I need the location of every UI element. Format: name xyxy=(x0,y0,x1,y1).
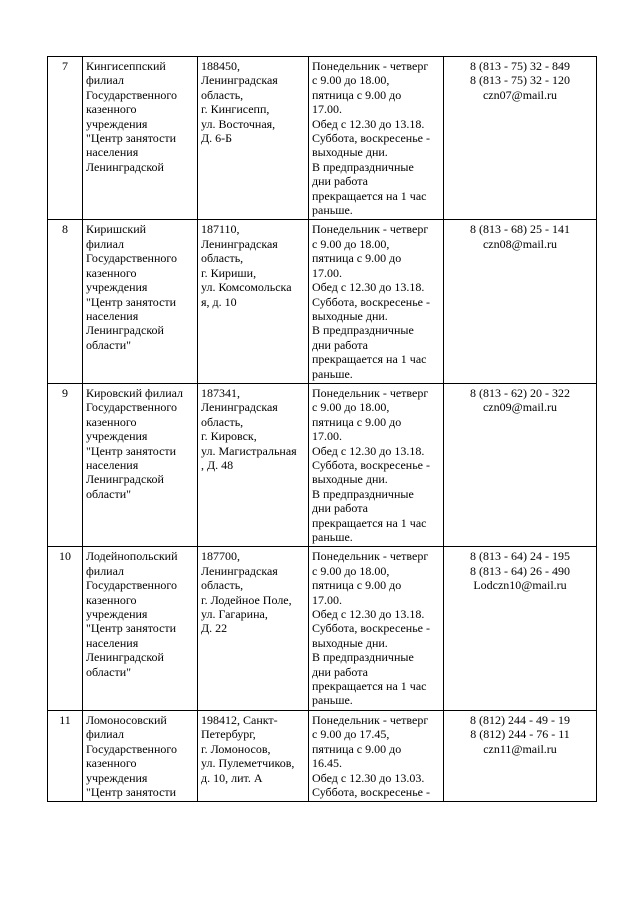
contacts-cell xyxy=(444,710,597,801)
branch-name-line: филиал xyxy=(86,563,125,578)
contacts-line[interactable]: czn08@mail.ru xyxy=(482,236,558,251)
row-number-cell: 10 xyxy=(48,547,83,710)
address-line: д. 10, лит. А xyxy=(201,770,263,785)
working-hours-line: Суббота, воскресенье - xyxy=(312,621,430,636)
branch-name-line: учреждения xyxy=(86,280,148,295)
working-hours-line: 17.00. xyxy=(312,592,342,607)
contacts-line[interactable]: czn07@mail.ru xyxy=(482,87,558,102)
working-hours-line: выходные дни. xyxy=(312,635,388,650)
branch-name-line: Государственного xyxy=(86,87,177,102)
branch-name-line: Кингисеппский xyxy=(86,59,166,73)
working-hours-cell xyxy=(309,710,444,801)
address-line: Ленинградская xyxy=(201,400,278,415)
row-number-cell: 9 xyxy=(48,383,83,546)
contacts-cell xyxy=(444,547,597,710)
address-line: Ленинградская xyxy=(201,563,278,578)
working-hours-line: В предпраздничные xyxy=(312,323,414,338)
working-hours-line: пятница с 9.00 до xyxy=(312,414,402,429)
address-line: 188450, xyxy=(201,59,240,73)
branch-name-line: филиал xyxy=(86,73,125,88)
contacts-line[interactable]: czn09@mail.ru xyxy=(482,400,558,415)
address-line: Петербург, xyxy=(201,727,256,742)
working-hours-cell xyxy=(309,383,444,546)
branch-name-line: учреждения xyxy=(86,116,148,131)
working-hours-line: раньше. xyxy=(312,693,353,708)
table-row xyxy=(48,383,597,546)
branch-name-line: "Центр занятости xyxy=(86,294,177,309)
address-line: ул. Комсомольска xyxy=(201,280,292,295)
working-hours-line: Суббота, воскресенье - xyxy=(312,131,430,146)
contacts-line: 8 (813 - 75) 32 - 849 xyxy=(470,59,570,73)
branch-name-line: Государственного xyxy=(86,741,177,756)
branch-name-cell xyxy=(83,547,198,710)
address-line: г. Кириши, xyxy=(201,265,257,280)
working-hours-line: Обед с 12.30 до 13.03. xyxy=(312,770,425,785)
working-hours-line: с 9.00 до 18.00, xyxy=(312,400,390,415)
address-line: Д. 22 xyxy=(201,621,228,636)
branch-name-cell xyxy=(83,57,198,220)
contacts-line: 8 (812) 244 - 49 - 19 xyxy=(470,712,570,727)
working-hours-line: пятница с 9.00 до xyxy=(312,578,402,593)
branch-name-line: казенного xyxy=(86,414,137,429)
working-hours-line: выходные дни. xyxy=(312,308,388,323)
address-line: область, xyxy=(201,87,244,102)
row-number-cell: 11 xyxy=(48,710,83,801)
contacts-line: 8 (812) 244 - 76 - 11 xyxy=(470,727,570,742)
contacts-line: 8 (813 - 64) 24 - 195 xyxy=(470,549,570,564)
working-hours-line: 17.00. xyxy=(312,429,342,444)
address-line: Д. 6-Б xyxy=(201,131,233,146)
address-line: область, xyxy=(201,578,244,593)
branch-name-line: Государственного xyxy=(86,400,177,415)
branch-name-cell xyxy=(83,710,198,801)
branch-name-cell xyxy=(83,383,198,546)
branch-name-line: филиал xyxy=(86,236,125,251)
contacts-cell xyxy=(444,383,597,546)
address-cell xyxy=(198,710,309,801)
address-line: г. Ломоносов, xyxy=(201,741,271,756)
contacts-cell xyxy=(444,220,597,383)
address-line: область, xyxy=(201,251,244,266)
branch-name-line: "Центр занятости xyxy=(86,443,177,458)
contacts-line: 8 (813 - 68) 25 - 141 xyxy=(470,222,570,237)
address-line: г. Кировск, xyxy=(201,429,257,444)
working-hours-line: Понедельник - четверг xyxy=(312,59,429,73)
branch-name-line: "Центр занятости xyxy=(86,131,177,146)
row-number-cell: 7 xyxy=(48,57,83,220)
table-row xyxy=(48,220,597,383)
address-cell xyxy=(198,220,309,383)
branch-name-line: казенного xyxy=(86,265,137,280)
working-hours-line: Суббота, воскресенье - xyxy=(312,457,430,472)
branch-name-line: "Центр занятости xyxy=(86,621,177,636)
working-hours-line: Понедельник - четверг xyxy=(312,549,429,564)
working-hours-line: с 9.00 до 17.45, xyxy=(312,727,390,742)
working-hours-line: пятница с 9.00 до xyxy=(312,251,402,266)
working-hours-line: В предпраздничные xyxy=(312,650,414,665)
address-line: г. Лодейное Поле, xyxy=(201,592,292,607)
contacts-line: 8 (813 - 75) 32 - 120 xyxy=(470,73,570,88)
branch-name-line: учреждения xyxy=(86,770,148,785)
working-hours-line: дни работа xyxy=(312,501,368,516)
address-line: г. Кингисепп, xyxy=(201,102,270,117)
table-row xyxy=(48,710,597,801)
working-hours-cell xyxy=(309,220,444,383)
working-hours-line: с 9.00 до 18.00, xyxy=(312,563,390,578)
branch-name-line: Государственного xyxy=(86,251,177,266)
working-hours-line: 16.45. xyxy=(312,756,342,771)
working-hours-line: дни работа xyxy=(312,664,368,679)
address-line: область, xyxy=(201,414,244,429)
branch-name-line: учреждения xyxy=(86,607,148,622)
branch-name-line: казенного xyxy=(86,592,137,607)
branch-name-line: Ленинградской xyxy=(86,472,164,487)
contacts-line: 8 (813 - 62) 20 - 322 xyxy=(470,385,570,400)
working-hours-line: Обед с 12.30 до 13.18. xyxy=(312,116,425,131)
branch-name-line: учреждения xyxy=(86,429,148,444)
working-hours-line: пятница с 9.00 до xyxy=(312,87,402,102)
address-line: Ленинградская xyxy=(201,73,278,88)
working-hours-line: Понедельник - четверг xyxy=(312,712,429,727)
branch-name-cell xyxy=(83,220,198,383)
address-line: ул. Гагарина, xyxy=(201,607,268,622)
address-line: ул. Пулеметчиков, xyxy=(201,756,295,771)
working-hours-line: дни работа xyxy=(312,337,368,352)
table-body xyxy=(48,57,597,802)
branch-name-line: Ленинградской xyxy=(86,323,164,338)
table-row xyxy=(48,57,597,220)
working-hours-line: раньше. xyxy=(312,203,353,218)
working-hours-cell xyxy=(309,547,444,710)
working-hours-cell xyxy=(309,57,444,220)
working-hours-line: 17.00. xyxy=(312,102,342,117)
address-line: ул. Восточная, xyxy=(201,116,276,131)
address-cell xyxy=(198,383,309,546)
address-line: 187700, xyxy=(201,549,240,564)
working-hours-line: 17.00. xyxy=(312,265,342,280)
table-row xyxy=(48,547,597,710)
branch-name-line: казенного xyxy=(86,756,137,771)
branch-name-line: Кировский филиал xyxy=(86,385,184,400)
branch-name-line: филиал xyxy=(86,727,125,742)
branch-name-line: населения xyxy=(86,308,139,323)
working-hours-line: Обед с 12.30 до 13.18. xyxy=(312,443,425,458)
branch-name-line: казенного xyxy=(86,102,137,117)
working-hours-line: В предпраздничные xyxy=(312,159,414,174)
working-hours-line: Обед с 12.30 до 13.18. xyxy=(312,607,425,622)
working-hours-line: дни работа xyxy=(312,174,368,189)
branch-name-line: "Центр занятости xyxy=(86,784,177,799)
branch-name-line: Ленинградской xyxy=(86,650,164,665)
working-hours-line: прекращается на 1 час xyxy=(312,679,427,694)
working-hours-line: прекращается на 1 час xyxy=(312,352,427,367)
working-hours-line: пятница с 9.00 до xyxy=(312,741,402,756)
working-hours-line: Суббота, воскресенье - xyxy=(312,784,430,799)
branch-name-line: области" xyxy=(86,664,132,679)
address-line: 187341, xyxy=(201,385,240,400)
branch-name-line: Киришский xyxy=(86,222,147,237)
branch-name-line: области" xyxy=(86,337,132,352)
contacts-cell xyxy=(444,57,597,220)
row-number-cell: 8 xyxy=(48,220,83,383)
address-cell xyxy=(198,547,309,710)
branch-name-line: области" xyxy=(86,486,132,501)
working-hours-line: с 9.00 до 18.00, xyxy=(312,236,390,251)
contacts-line[interactable]: czn11@mail.ru xyxy=(483,741,557,756)
working-hours-line: Понедельник - четверг xyxy=(312,385,429,400)
working-hours-line: прекращается на 1 час xyxy=(312,515,427,530)
branch-name-line: населения xyxy=(86,635,139,650)
working-hours-line: прекращается на 1 час xyxy=(312,188,427,203)
employment-centers-table xyxy=(47,56,597,802)
working-hours-line: раньше. xyxy=(312,530,353,544)
branch-name-line: Лодейнопольский xyxy=(86,549,178,564)
branch-name-line: населения xyxy=(86,145,139,160)
branch-name-line: Ломоносовский xyxy=(86,712,167,727)
address-line: , Д. 48 xyxy=(201,457,234,472)
branch-name-line: населения xyxy=(86,457,139,472)
working-hours-line: В предпраздничные xyxy=(312,486,414,501)
working-hours-line: Суббота, воскресенье - xyxy=(312,294,430,309)
address-line: 187110, xyxy=(201,222,240,237)
working-hours-line: выходные дни. xyxy=(312,145,388,160)
contacts-line: 8 (813 - 64) 26 - 490 xyxy=(470,563,570,578)
working-hours-line: выходные дни. xyxy=(312,472,388,487)
working-hours-line: с 9.00 до 18.00, xyxy=(312,73,390,88)
address-line: ул. Магистральная xyxy=(201,443,297,458)
address-cell xyxy=(198,57,309,220)
address-line: Ленинградская xyxy=(201,236,278,251)
address-line: 198412, Санкт- xyxy=(201,712,278,727)
contacts-line[interactable]: Lodczn10@mail.ru xyxy=(473,578,567,593)
working-hours-line: Понедельник - четверг xyxy=(312,222,429,237)
working-hours-line: раньше. xyxy=(312,366,353,381)
working-hours-line: Обед с 12.30 до 13.18. xyxy=(312,280,425,295)
branch-name-line: Ленинградской xyxy=(86,159,164,174)
branch-name-line: Государственного xyxy=(86,578,177,593)
address-line: я, д. 10 xyxy=(201,294,237,309)
